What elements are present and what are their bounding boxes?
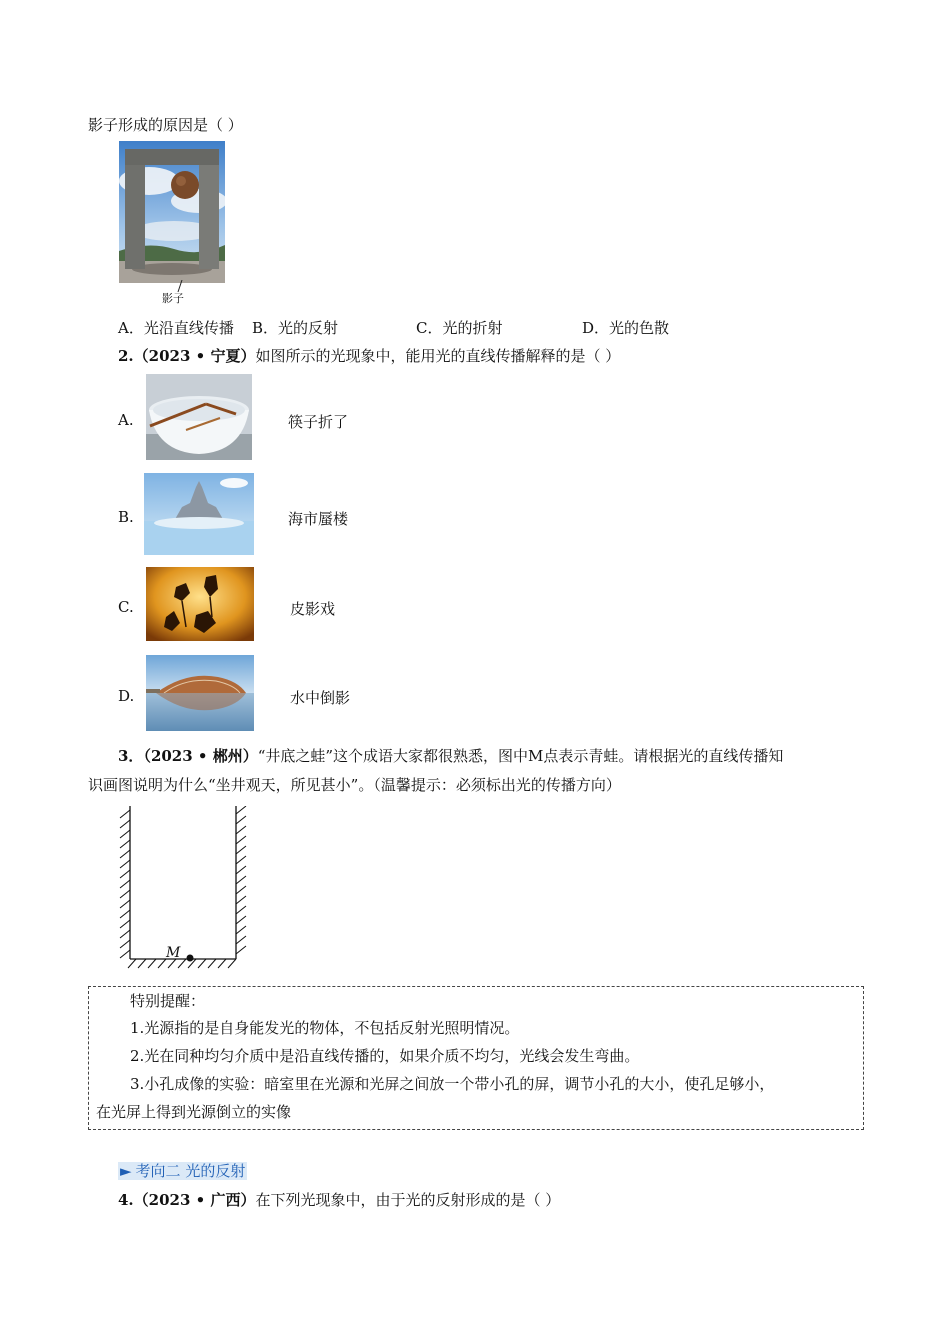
section-heading <box>118 1160 247 1181</box>
point-label-m: M <box>166 945 181 961</box>
q3-text-line1: “井底之蛙”这个成语大家都很熟悉，图中M点表示青蛙。请根据光的直线传播知 <box>257 747 784 765</box>
q2-header <box>118 345 620 366</box>
water-reflection-photo <box>146 655 254 731</box>
q4-number: 4. <box>118 1191 134 1209</box>
q1-option-c: C．光的折射 <box>416 319 503 337</box>
q3-line1 <box>118 745 783 766</box>
note-item-3-continued: 在光屏上得到光源倒立的实像 <box>96 1103 292 1121</box>
q2-option-b-letter: B. <box>118 508 134 526</box>
well-diagram <box>116 806 256 972</box>
note-item-2: 2.光在同种均匀介质中是沿直线传播的，如果介质不均匀，光线会发生弯曲。 <box>130 1047 640 1065</box>
q1-option-b: B．光的反射 <box>252 319 339 337</box>
q4-stem: 在下列光现象中，由于光的反射形成的是（ ） <box>255 1191 561 1209</box>
shadow-puppet-photo <box>146 567 254 641</box>
section-marker: ► <box>120 1162 132 1180</box>
q1-option-a: A．光沿直线传播 <box>118 319 234 337</box>
bowl-chopsticks-photo <box>146 374 252 460</box>
q3-number: 3． <box>118 747 144 765</box>
q1-stem: 影子形成的原因是（ ） <box>88 116 243 134</box>
frog-point <box>187 955 194 962</box>
note-item-1: 1.光源指的是自身能发光的物体，不包括反射光照明情况。 <box>130 1019 520 1037</box>
q4-header <box>118 1189 560 1210</box>
q2-option-c-letter: C. <box>118 598 134 616</box>
q3-text-line2: 识画图说明为什么“坐井观天，所见甚小”。（温馨提示：必须标出光的传播方向） <box>88 776 621 794</box>
q2-stem: 如图所示的光现象中，能用光的直线传播解释的是（ ） <box>255 347 621 365</box>
q2-option-a-letter: A. <box>118 411 134 429</box>
q2-option-c-text: 皮影戏 <box>290 600 336 618</box>
q2-option-d-letter: D. <box>118 687 135 705</box>
arch-shadow-photo <box>119 141 225 283</box>
q2-number: 2. <box>118 347 134 365</box>
note-item-3: 3.小孔成像的实验：暗室里在光源和光屏之间放一个带小孔的屏，调节小孔的大小，使孔足够小， <box>130 1075 775 1093</box>
q2-source: （2023 • 宁夏） <box>133 347 256 365</box>
mirage-photo <box>144 473 254 555</box>
q1-option-d: D．光的色散 <box>582 319 670 337</box>
section-label: 考向二 光的反射 <box>135 1162 246 1180</box>
note-title: 特别提醒： <box>130 992 206 1010</box>
q4-source: （2023 • 广西） <box>133 1191 256 1209</box>
q2-option-d-text: 水中倒影 <box>290 689 351 707</box>
shadow-caption: 影子 <box>162 293 184 305</box>
q3-source: （2023 • 郴州） <box>143 747 258 765</box>
q2-option-a-text: 筷子折了 <box>288 413 349 431</box>
q2-option-b-text: 海市蜃楼 <box>288 510 349 528</box>
